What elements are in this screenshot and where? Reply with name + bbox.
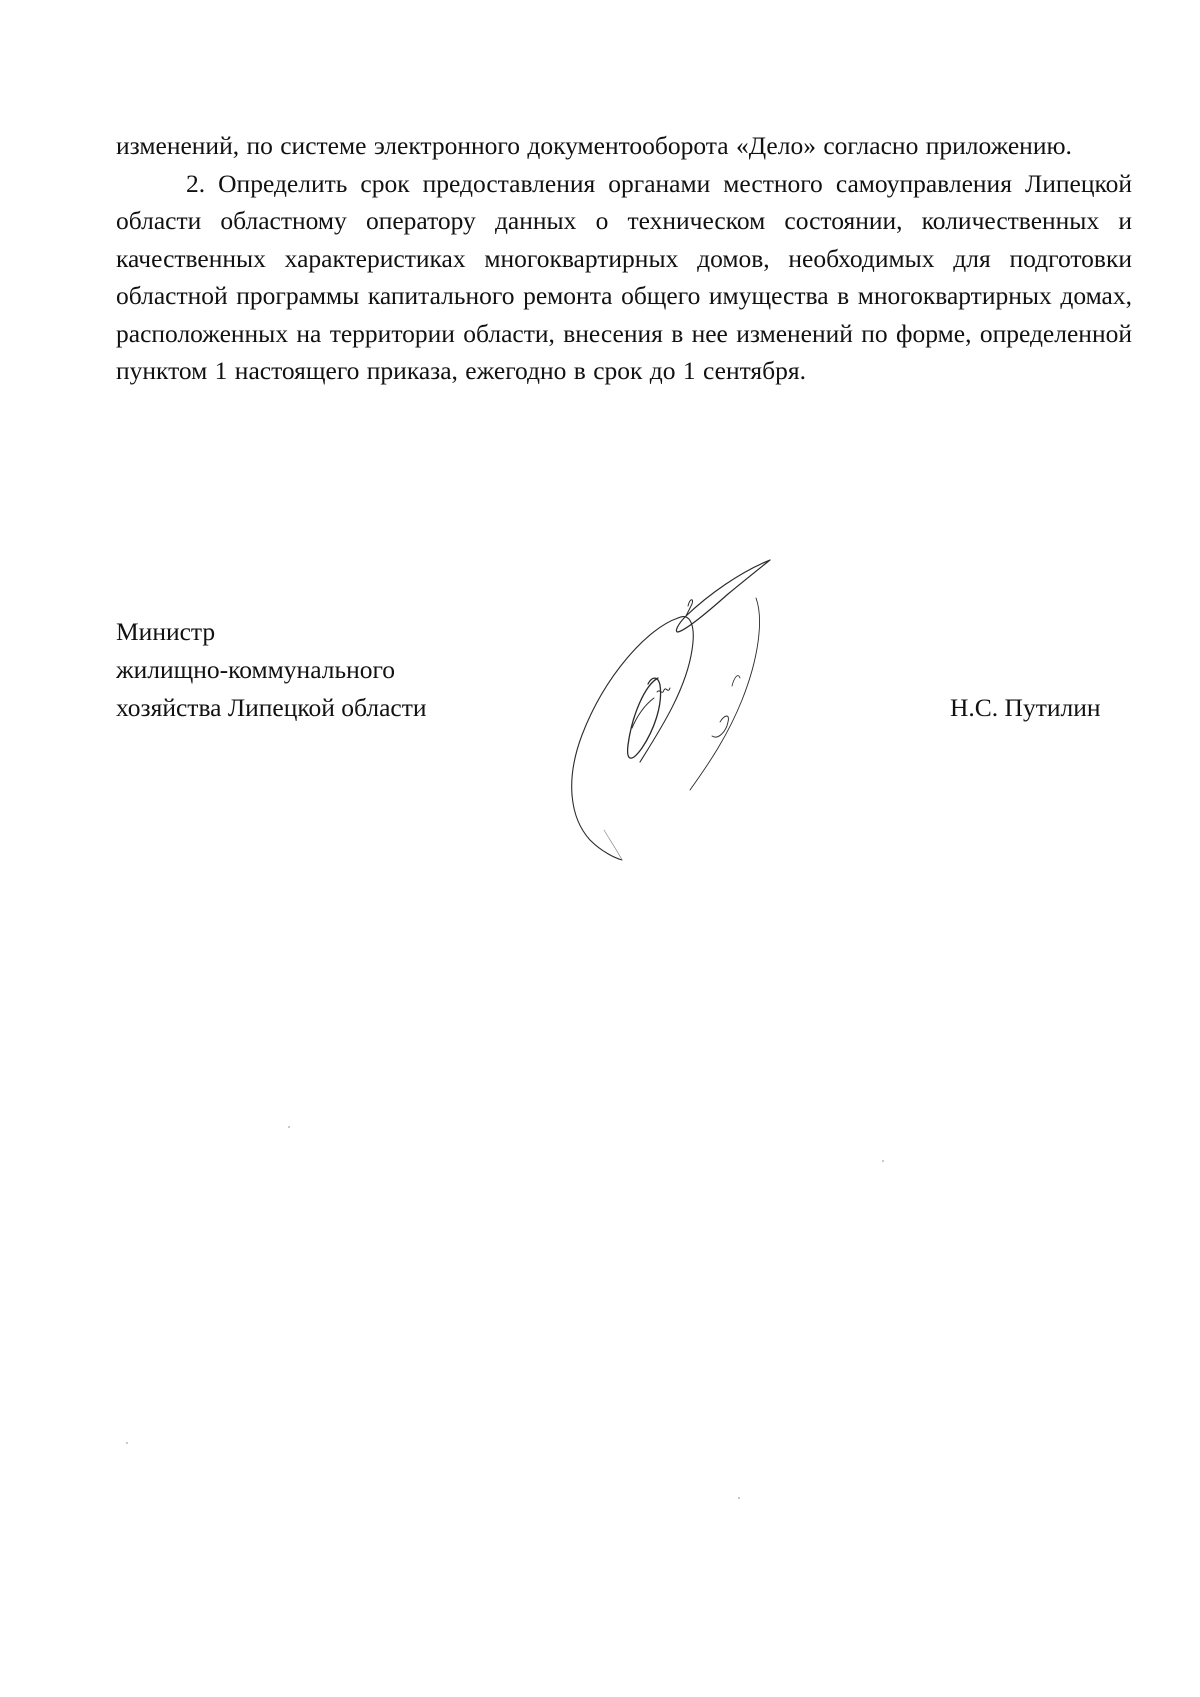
signatory-title-line: Министр	[116, 617, 216, 646]
signatory-title-line: хозяйства Липецкой области	[116, 693, 427, 722]
paragraph-continuation: изменений, по системе электронного документооборота «Дело» согласно приложению.	[116, 131, 1072, 160]
signatory-title	[116, 613, 427, 727]
scan-speck	[882, 1160, 884, 1162]
signatory-name: Н.С. Путилин	[950, 693, 1101, 722]
document-body	[116, 127, 1132, 390]
scan-speck	[126, 1442, 128, 1444]
paragraph-item-2: 2. Определить срок предоставления органами местного самоуправления Липецкой области областному оператору данных о техническом состоянии, количественных и качественных характеристиках многоквартирных домов, необходимых для подготовки областной программы капитального ремонта общего имущества в многоквартирных домах, расположенных на территории области, внесения в нее изменений по форме, определенной пунктом 1 настоящего приказа, ежегодно в срок до 1 сентября.	[116, 168, 1132, 385]
handwritten-signature	[560, 500, 860, 870]
scan-speck	[288, 1126, 290, 1128]
scan-speck	[738, 1497, 740, 1499]
signatory-title-line: жилищно-коммунального	[116, 655, 396, 684]
